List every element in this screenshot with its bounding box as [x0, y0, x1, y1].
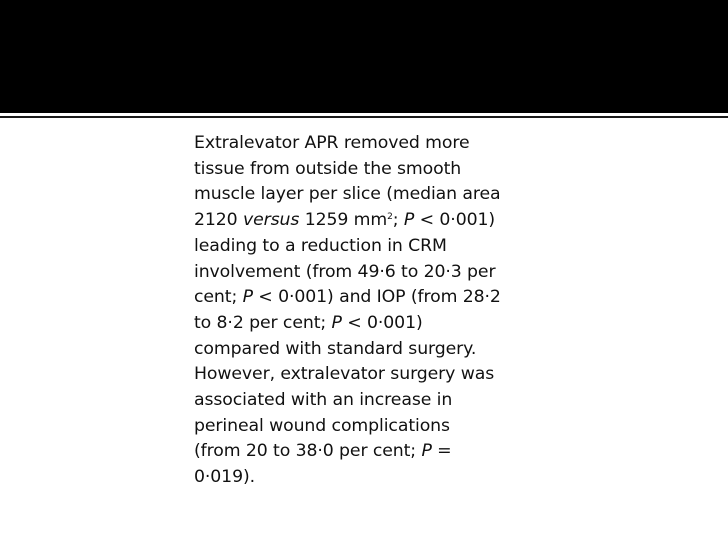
body-line: However, extralevator surgery was: [194, 364, 495, 385]
text-segment: cent;: [194, 287, 243, 308]
italic-p: P: [242, 287, 253, 308]
body-line: associated with an increase in: [194, 390, 453, 411]
italic-p: P: [421, 441, 432, 462]
body-line: Extralevator APR removed more: [194, 133, 470, 153]
body-line: 0·019).: [194, 467, 256, 488]
body-line: leading to a reduction in CRM: [194, 235, 447, 256]
text-segment: to 8·2 per cent;: [194, 312, 332, 333]
divider-line: [0, 116, 728, 118]
superscript: 2: [387, 212, 393, 223]
text-segment: (from 20 to 38·0 per cent;: [194, 441, 422, 462]
italic-p: P: [403, 210, 415, 231]
body-line: perineal wound complications: [194, 415, 450, 436]
text-segment: ;: [392, 210, 404, 231]
text-segment: < 0·001) and IOP (from 28·2: [252, 287, 501, 308]
body-line: [194, 208, 554, 234]
body-line: muscle layer per slice (median area: [194, 184, 501, 205]
body-line: [194, 311, 554, 337]
italic-versus: versus: [242, 210, 300, 231]
text-segment: < 0·001): [414, 210, 496, 231]
text-segment: 1259 mm: [299, 210, 388, 231]
body-line: tissue from outside the smooth: [194, 158, 462, 179]
body-line: involvement (from 49·6 to 20·3 per: [194, 261, 496, 282]
body-line: [194, 285, 554, 311]
body-line: [194, 439, 554, 465]
italic-p: P: [331, 312, 342, 333]
text-segment: 2120: [194, 210, 243, 231]
title-band: [0, 0, 728, 113]
body-line: compared with standard surgery.: [194, 338, 477, 359]
text-segment: < 0·001): [341, 312, 423, 333]
text-segment: =: [431, 441, 452, 462]
slide-body-text: [194, 131, 554, 491]
